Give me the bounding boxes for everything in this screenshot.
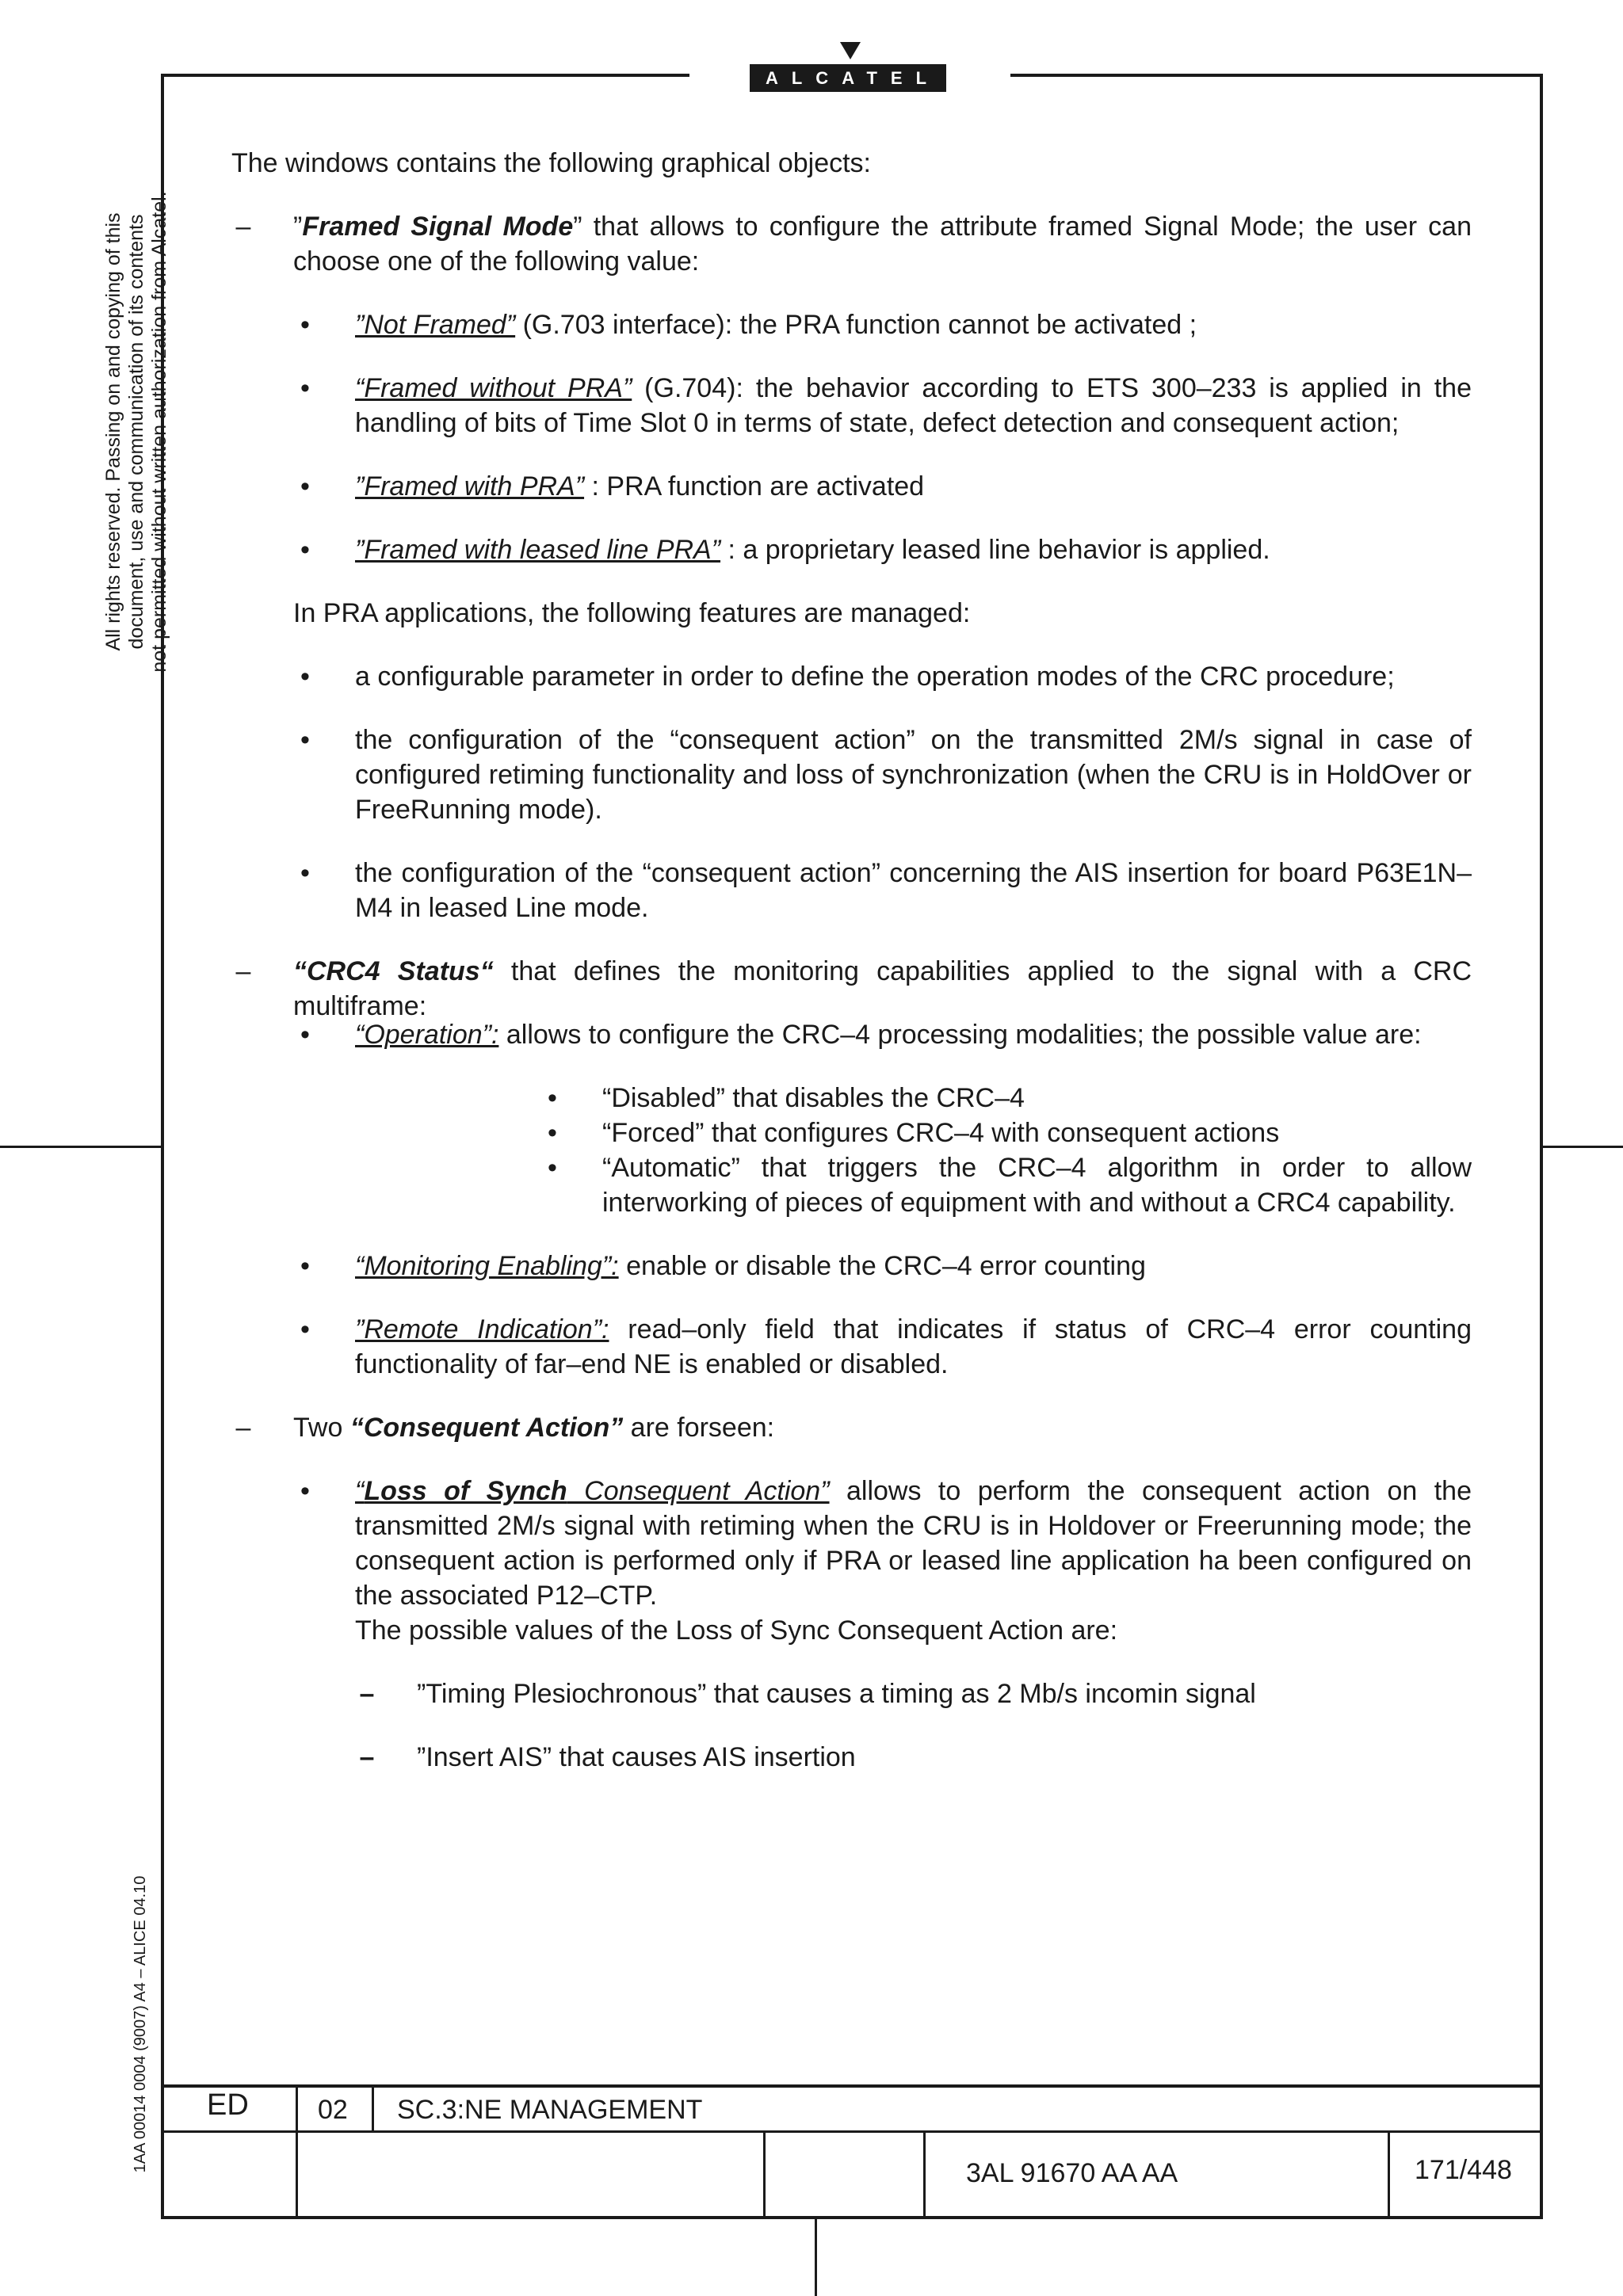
bullet-marker: • [300, 725, 310, 755]
option-label: ”Not Framed” [355, 310, 516, 340]
copyright-notice: All rights reserved. Passing on and copying of this document, use and communication of its contents not permitted without written authorization from Alcatel. [102, 191, 170, 673]
option-label: ”Framed with PRA” [355, 471, 585, 502]
remote-indication-label: ”Remote Indication”: [355, 1314, 609, 1344]
bullet-marker: • [300, 373, 310, 403]
crc4-status-label: “CRC4 Status“ [293, 956, 494, 986]
pra-intro: In PRA applications, the following features are managed: [293, 598, 971, 628]
bullet-marker: • [300, 471, 310, 502]
option-label: ”Framed with leased line PRA” [355, 535, 721, 565]
footer-divider [1388, 2130, 1390, 2219]
form-reference: 1AA 00014 0004 (9007) A4 – ALICE 04.10 [132, 1875, 149, 2173]
fold-mark-left [0, 1146, 161, 1148]
footer-mid-rule [161, 2130, 1543, 2133]
dash-marker: – [359, 1742, 375, 1772]
footer-top-rule [161, 2084, 1543, 2088]
dash-marker: – [235, 956, 251, 986]
bullet-marker: • [300, 1020, 310, 1050]
bullet-marker: • [300, 1476, 310, 1506]
bullet-marker: • [300, 858, 310, 888]
alcatel-logo-arrow-icon [840, 42, 861, 59]
document-code: 3AL 91670 AA AA [966, 2158, 1178, 2188]
bullet-marker: • [300, 662, 310, 692]
monitoring-enabling-label: “Monitoring Enabling”: [355, 1251, 619, 1281]
bullet-marker: • [548, 1083, 557, 1113]
fold-mark-right [1543, 1146, 1623, 1148]
alcatel-logo: ALCATEL [750, 64, 946, 92]
option-label: “Framed without PRA” [355, 373, 632, 403]
title-block [161, 2084, 1543, 2219]
footer-divider [372, 2084, 374, 2132]
framed-signal-mode-label: Framed Signal Mode [302, 212, 574, 242]
dash-marker: – [359, 1679, 375, 1709]
ed-value: 02 [318, 2095, 348, 2125]
page-number: 171/448 [1415, 2155, 1512, 2185]
operation-label: “Operation”: [355, 1020, 499, 1050]
bullet-marker: • [300, 535, 310, 565]
ed-label: ED [207, 2088, 249, 2122]
intro-paragraph: The windows contains the following graphical objects: [231, 148, 872, 178]
consequent-action-label: “Consequent Action” [349, 1413, 624, 1443]
bullet-marker: • [300, 1314, 310, 1344]
bullet-marker: • [548, 1118, 557, 1148]
section-title: SC.3:NE MANAGEMENT [397, 2095, 703, 2125]
footer-divider [923, 2130, 926, 2219]
dash-marker: – [235, 212, 251, 242]
fold-mark-bottom [815, 2219, 817, 2296]
values-intro: The possible values of the Loss of Sync Consequent Action are: [355, 1615, 1118, 1646]
footer-divider [763, 2130, 766, 2219]
bullet-marker: • [548, 1153, 557, 1183]
footer-divider [296, 2084, 298, 2219]
dash-marker: – [235, 1413, 251, 1443]
bullet-marker: • [300, 310, 310, 340]
loss-of-synch-label: “Loss of Synch Consequent Action” [355, 1476, 830, 1506]
bullet-marker: • [300, 1251, 310, 1281]
